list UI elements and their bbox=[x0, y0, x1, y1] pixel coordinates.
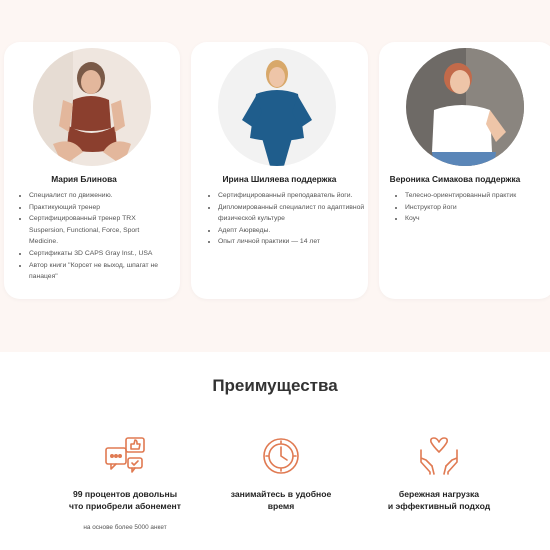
list-item: • Опыт личной практики — 14 лет bbox=[218, 236, 368, 248]
list-item: • Специалист по движению. bbox=[29, 190, 169, 202]
advantage-title: занимайтесь в удобное время bbox=[230, 489, 332, 511]
heart-hands-icon bbox=[418, 436, 460, 476]
list-item: • Адепт Аюрведы. bbox=[218, 225, 368, 237]
trainer-name: Мария Блинова bbox=[51, 174, 117, 184]
trainer-photo bbox=[33, 48, 151, 166]
trainer-card-maria bbox=[4, 42, 180, 299]
list-item: • Коуч bbox=[405, 213, 550, 225]
clock-icon bbox=[260, 436, 302, 476]
list-item: • Автор книги "Корсет не выход, шпагат не панацея" bbox=[29, 260, 169, 283]
list-item: • Инструктор йоги bbox=[405, 202, 550, 214]
thumbs-up-icon bbox=[104, 436, 146, 476]
advantage-note: на основе более 5000 анкет bbox=[83, 524, 167, 531]
trainer-photo bbox=[218, 48, 336, 166]
advantage-title: 99 процентов довольны что приобрели абонемент bbox=[69, 489, 181, 511]
list-item: • Практикующий тренер bbox=[29, 202, 169, 214]
trainer-credentials bbox=[207, 190, 368, 248]
advantage-title: бережная нагрузка и эффективный подход bbox=[387, 489, 491, 511]
trainer-card-irina bbox=[191, 42, 368, 299]
advantage-gentle-load bbox=[354, 436, 524, 512]
list-item: • Сертификаты 3D CAPS Gray Inst., USA bbox=[29, 248, 169, 260]
advantage-flexible-time bbox=[196, 436, 366, 512]
trainer-credentials bbox=[394, 190, 550, 225]
trainer-photo bbox=[406, 48, 524, 166]
list-item: • Сертифицированный тренер TRX Suspersion, Functional, Force, Sport Medicine. bbox=[29, 213, 169, 248]
list-item: • Телесно-ориентированный практик bbox=[405, 190, 550, 202]
advantage-satisfaction bbox=[40, 436, 210, 531]
trainer-name: Вероника Симакова поддержка bbox=[389, 174, 521, 184]
list-item: • Сертифицированный преподаватель йоги. bbox=[218, 190, 368, 202]
list-item: • Дипломированный специалист по адаптивной физической культуре bbox=[218, 202, 368, 225]
trainer-name: Ирина Шиляева поддержка bbox=[222, 174, 337, 184]
trainer-card-veronika bbox=[379, 42, 550, 299]
advantages-title: Преимущества bbox=[212, 376, 338, 395]
trainer-credentials bbox=[18, 190, 169, 283]
